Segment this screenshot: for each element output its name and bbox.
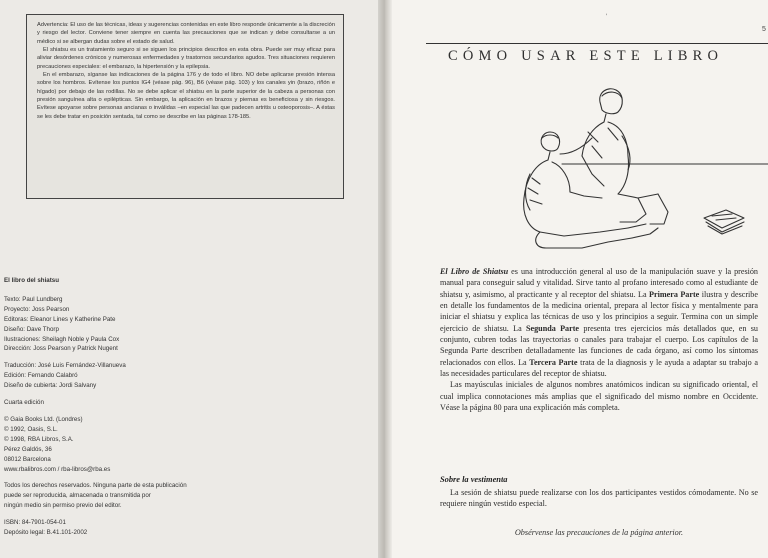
chapter-title: CÓMO USAR ESTE LIBRO xyxy=(448,48,724,64)
credit-line: Dirección: Joss Pearson y Patrick Nugent xyxy=(4,345,118,353)
shiatsu-treatment-illustration xyxy=(432,82,768,262)
subheading: Sobre la vestimenta xyxy=(440,475,508,484)
second-paragraph: Las mayúsculas iniciales de algunos nombres anatómicos indican su significado oriental, el cual implica connotaciones más amplias que el significado del mismo nombre en Occidente. Véase la página 80 para una explicación más completa. xyxy=(440,380,758,413)
credit-line: Diseño: Dave Thorp xyxy=(4,325,59,333)
address-line: 08012 Barcelona xyxy=(4,455,51,463)
copyright-line: © Gaia Books Ltd. (Londres) xyxy=(4,415,83,423)
book-title-run: El Libro de Shiatsu xyxy=(440,267,509,276)
chapter-rule xyxy=(426,43,768,44)
footnote: Obsérvense las precauciones de la página anterior. xyxy=(514,528,684,537)
text-run: presenta tres ejercicios más detallados que, en su conjunto, cubren todas las trayectorias o canales para trabajar el cuerpo. Los capítulos de la Segunda Parte describen detalladamente las funciones de cada órgano, así como los síntomas relacionados con ellos. La xyxy=(440,323,758,367)
page-number: 5 xyxy=(762,26,766,33)
print-mark: ‘ xyxy=(606,14,608,20)
text-run: ilustra y describe en detalle los fundamentos de la medicina oriental, prepara al lector física y mentalmente para iniciar el shiatsu y explica las técnicas de uso y los principios a seguir. Termina con un simple ejercicio de shiatsu. La xyxy=(440,289,758,333)
web-line: www.rbalibros.com / rba-libros@rba.es xyxy=(4,465,111,473)
part-name-run: Segunda Parte xyxy=(525,323,580,333)
warning-box xyxy=(26,14,344,199)
credit-line: Editoras: Eleanor Lines y Katherine Pate xyxy=(4,315,116,323)
legal-deposit-line: Depósito legal: B.41.101-2002 xyxy=(4,529,88,537)
intro-paragraph xyxy=(440,266,758,379)
copyright-line: © 1992, Oasis, S.L. xyxy=(4,425,58,433)
rights-line: puede ser reproducida, almacenada o transmitida por xyxy=(4,492,151,500)
credit-line: Diseño de cubierta: Jordi Salvany xyxy=(4,382,97,390)
right-page xyxy=(392,0,768,558)
vestment-paragraph: La sesión de shiatsu puede realizarse con los dos participantes vestidos cómodamente. No se requiere ningún vestido especial. xyxy=(440,488,758,509)
credit-line: Ilustraciones: Sheilagh Noble y Paula Cox xyxy=(4,335,120,343)
text-run: es una introducción general al uso de la manipulación suave y la presión manual para conseguir salud y vitalidad. Sirve tanto al profano interesado como al estudiante de shiatsu y, asimismo, al practicante y al receptor del shiatsu. La xyxy=(440,267,758,299)
warning-paragraph: En el embarazo, síganse las indicaciones de la página 176 y de todo el libro. NO debe aplicarse presión intensa sobre los hombros. Evítense los puntos IG4 (véase pág. 96), B6 (véase pág. 103) y los canales yin (brazo, riñón e hígado) por debajo de las rodillas. No se debe aplicar el shiatsu en la parte superior de la cabeza a personas con presión sanguínea alta o epilépticas. Sin embargo, la aplicación en brazos y piernas es beneficiosa y sin riesgos. Evítese apoyarse sobre personas ancianas o inválidas –en especial las que padecen artritis u osteoporosis–. A éstas se les debe tratar en posición sentada, tal como se describe en las páginas 178-185. xyxy=(37,72,335,120)
book-gutter xyxy=(378,0,392,558)
credit-line: Proyecto: Joss Pearson xyxy=(4,305,70,313)
credit-line: Texto: Paul Lundberg xyxy=(4,295,63,303)
credit-line: Traducción: José Luis Fernández-Villanueva xyxy=(4,362,126,370)
rights-line: Todos los derechos reservados. Ninguna parte de esta publicación xyxy=(4,482,187,490)
copyright-line: © 1998, RBA Libros, S.A. xyxy=(4,435,74,443)
credits-title: El libro del shiatsu xyxy=(4,277,60,284)
intro-text xyxy=(440,266,758,413)
part-name-run: Primera Parte xyxy=(649,289,700,299)
credits-block xyxy=(4,276,254,538)
part-name-run: Tercera Parte xyxy=(529,357,578,367)
text-run: trata de la diagnosis y le ayuda a adaptar su trabajo a las necesidades particulares del receptor de shiatsu. xyxy=(440,357,758,379)
warning-paragraph: Advertencia: El uso de las técnicas, ideas y sugerencias contenidas en este libro responde únicamente a la discreción y riesgo del lector. Conviene tener siempre en cuenta las precauciones que se indican y debe consultarse a un médico si se albergan dudas sobre el estado de salud. xyxy=(37,22,335,45)
edition-line: Cuarta edición xyxy=(4,399,44,407)
rights-line: ningún medio sin permiso previo del editor. xyxy=(4,502,122,510)
address-line: Pérez Galdós, 36 xyxy=(4,445,52,453)
warning-paragraph: El shiatsu es un tratamiento seguro si se siguen los principios descritos en esta obra. Puede ser muy eficaz para aliviar desórdenes crónicos y numerosas enfermedades y trastornos secundarios agudos. Tres situaciones requieren precauciones especiales: el embarazo, la hipertensión y la epilepsia. xyxy=(37,47,335,70)
isbn-line: ISBN: 84-7901-054-01 xyxy=(4,519,66,527)
left-page xyxy=(0,0,380,558)
credit-line: Edición: Fernando Calabró xyxy=(4,372,78,380)
